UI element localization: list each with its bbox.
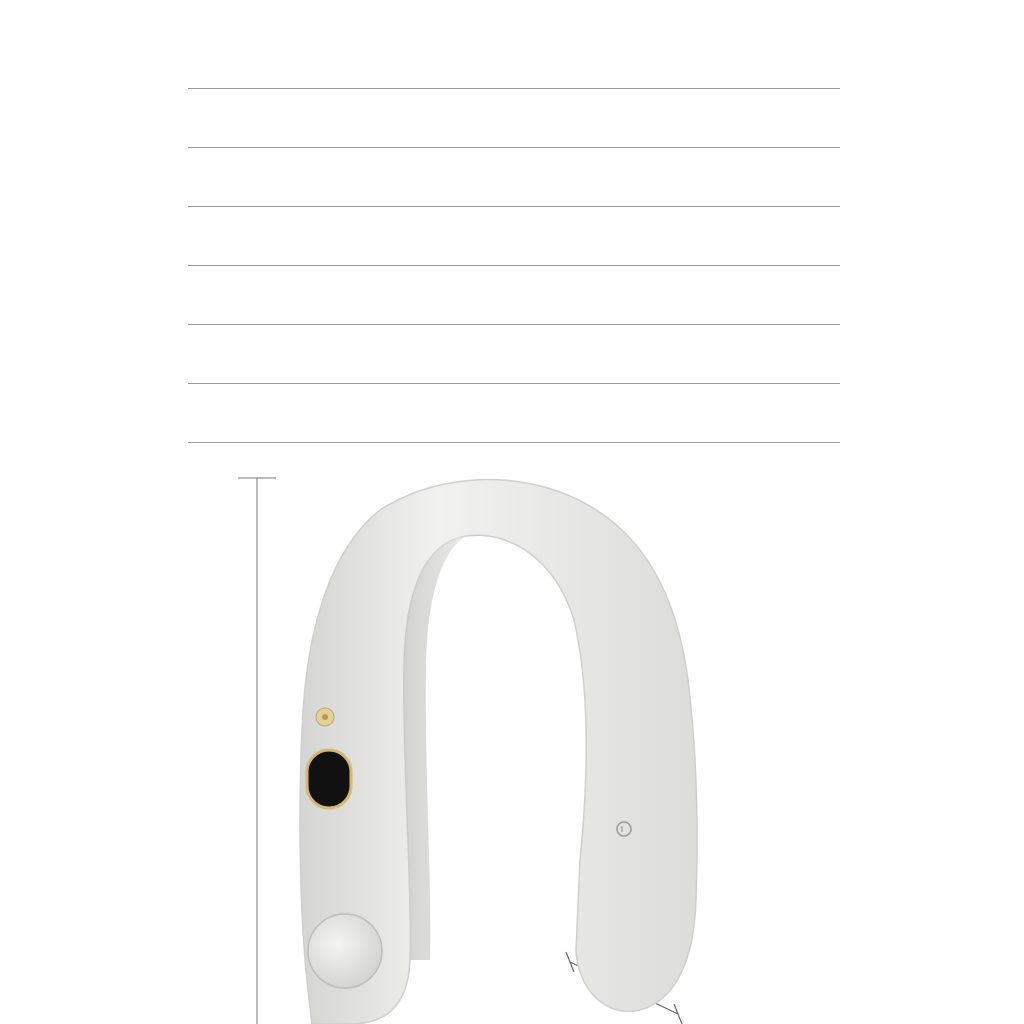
neck-fan-illustration xyxy=(0,440,1024,1024)
power-button-icon xyxy=(316,708,334,726)
spec-row xyxy=(188,325,840,384)
spec-row xyxy=(188,89,840,148)
digital-display-icon xyxy=(307,750,351,808)
spec-row xyxy=(188,30,840,89)
height-dimension-line xyxy=(238,478,276,1024)
product-figure xyxy=(0,440,1024,1024)
fan-inner-face xyxy=(404,536,466,960)
spec-row xyxy=(188,207,840,266)
spec-row xyxy=(188,266,840,325)
spec-row xyxy=(188,148,840,207)
spec-table xyxy=(188,30,840,443)
round-button-icon xyxy=(308,914,382,988)
spec-row xyxy=(188,384,840,443)
